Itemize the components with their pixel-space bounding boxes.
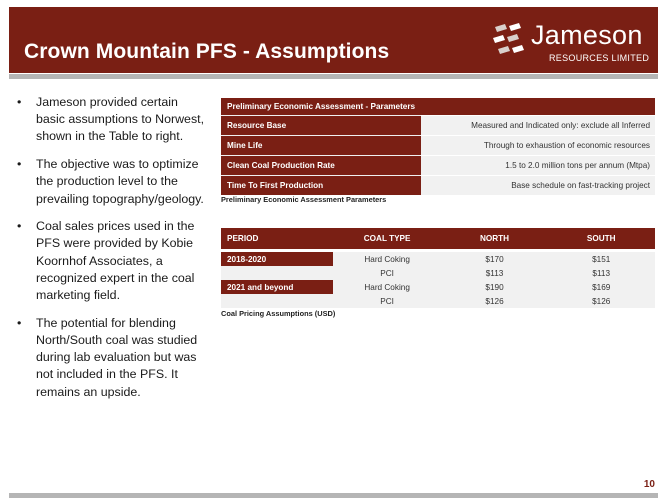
coal-type-cell: PCI	[333, 266, 442, 280]
logo-name: Jameson	[531, 20, 643, 50]
page-title: Crown Mountain PFS - Assumptions	[24, 40, 390, 63]
table-row	[221, 156, 655, 176]
period-cell: 2018-2020	[221, 252, 333, 266]
north-price-cell: $113	[442, 266, 548, 280]
table-row	[221, 116, 655, 136]
bullet-item: • The potential for blending North/South coal was studied during lab evaluation but was not included in the PFS. It remains an upside.	[17, 315, 198, 399]
column-header: COAL TYPE	[333, 228, 442, 249]
pea-table-header: Preliminary Economic Assessment - Parameters	[221, 98, 655, 116]
table-row	[221, 252, 655, 266]
north-price-cell: $190	[442, 280, 548, 294]
north-price-cell: $126	[442, 294, 548, 308]
table-row	[221, 136, 655, 156]
coal-table-caption: Coal Pricing Assumptions (USD)	[221, 309, 336, 318]
coal-type-cell: PCI	[333, 294, 442, 308]
bullet-item: • The objective was to optimize the production level to the prevailing topography/geology.	[17, 157, 204, 206]
coal-type-cell: Hard Coking	[333, 252, 442, 266]
bullet-item: • Coal sales prices used in the PFS were provided by Kobie Koornhof Associates, a recognized expert in the coal marketing field.	[17, 219, 195, 303]
table-row	[221, 294, 655, 308]
south-price-cell: $113	[547, 266, 655, 280]
header-divider	[9, 74, 658, 79]
table-row	[221, 266, 655, 280]
pea-row-value: 1.5 to 2.0 million tons per annum (Mtpa)	[421, 156, 655, 176]
footer-divider	[9, 493, 658, 498]
jameson-logo-icon	[493, 23, 529, 57]
logo-subtitle: RESOURCES LIMITED	[549, 53, 650, 63]
south-price-cell: $169	[547, 280, 655, 294]
pea-row-value: Through to exhaustion of economic resources	[421, 136, 655, 156]
company-logo	[493, 17, 653, 69]
header-banner	[9, 7, 658, 73]
south-price-cell: $126	[547, 294, 655, 308]
coal-pricing-table	[221, 228, 655, 308]
pea-row-value: Base schedule on fast-tracking project	[421, 176, 655, 196]
pea-row-value: Measured and Indicated only: exclude all Inferred	[421, 116, 655, 136]
column-header: PERIOD	[221, 228, 333, 249]
column-header: NORTH	[442, 228, 548, 249]
pea-parameters-table	[221, 98, 655, 195]
north-price-cell: $170	[442, 252, 548, 266]
pea-row-label: Resource Base	[221, 116, 421, 136]
bullet-item: • Jameson provided certain basic assumptions to Norwest, shown in the Table to right.	[17, 95, 205, 144]
table-header-row	[221, 228, 655, 249]
period-cell: 2021 and beyond	[221, 280, 333, 294]
pea-row-label: Mine Life	[221, 136, 421, 156]
pea-table-caption: Preliminary Economic Assessment Parameters	[221, 195, 387, 204]
pea-row-label: Clean Coal Production Rate	[221, 156, 421, 176]
pea-row-label: Time To First Production	[221, 176, 421, 196]
coal-type-cell: Hard Coking	[333, 280, 442, 294]
page-number: 10	[643, 479, 655, 490]
table-row	[221, 280, 655, 294]
column-header: SOUTH	[547, 228, 655, 249]
bullet-list	[14, 94, 210, 411]
south-price-cell: $151	[547, 252, 655, 266]
table-row	[221, 176, 655, 196]
